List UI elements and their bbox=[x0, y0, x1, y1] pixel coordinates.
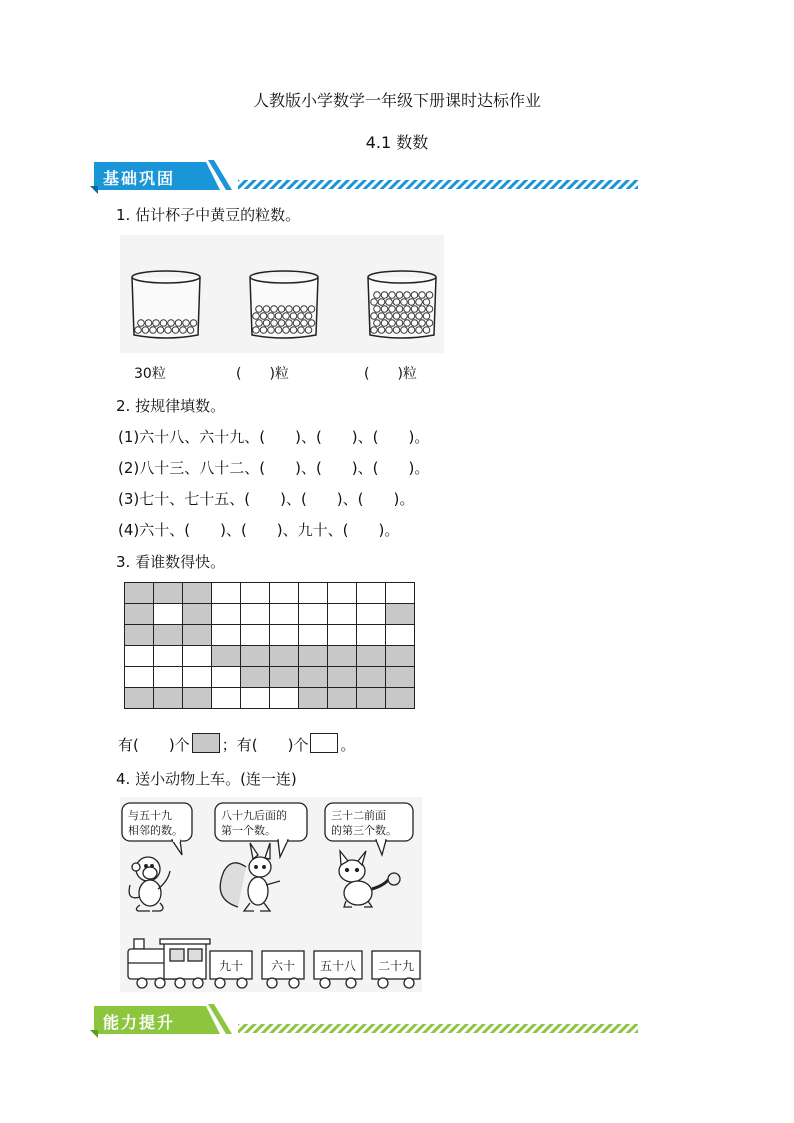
grid-cell-shaded bbox=[183, 625, 212, 646]
car-label-1: 九十 bbox=[218, 959, 243, 973]
bean-cup-3 bbox=[368, 271, 436, 338]
grid-cell-white bbox=[212, 688, 241, 709]
squirrel-icon bbox=[220, 843, 280, 911]
grid-cell-shaded bbox=[125, 604, 154, 625]
grid-cell-shaded bbox=[328, 688, 357, 709]
grid-cell-white bbox=[212, 667, 241, 688]
grid-cell-shaded bbox=[386, 667, 415, 688]
counting-grid bbox=[124, 582, 415, 709]
grid-cell-white bbox=[241, 604, 270, 625]
grid-cell-shaded bbox=[299, 667, 328, 688]
grid-cell-white bbox=[357, 583, 386, 604]
grid-cell-shaded bbox=[212, 646, 241, 667]
grid-cell-shaded bbox=[270, 646, 299, 667]
grid-cell-shaded bbox=[154, 625, 183, 646]
grid-cell-shaded bbox=[299, 688, 328, 709]
train-locomotive bbox=[128, 939, 210, 988]
grid-cell-white bbox=[270, 688, 299, 709]
grid-cell-shaded bbox=[183, 688, 212, 709]
bubble-3-line-1: 三十二前面 bbox=[331, 809, 386, 822]
cups-image bbox=[120, 235, 444, 353]
grid-row bbox=[125, 688, 415, 709]
grid-cell-white bbox=[270, 625, 299, 646]
cup-label-1: 30粒 bbox=[134, 366, 166, 382]
car-label-4: 二十九 bbox=[377, 959, 414, 973]
grid-cell-white bbox=[212, 625, 241, 646]
grid-cell-shaded bbox=[270, 667, 299, 688]
grid-cell-shaded bbox=[357, 688, 386, 709]
grid-row bbox=[125, 583, 415, 604]
grid-cell-white bbox=[328, 583, 357, 604]
bubble-1-text bbox=[128, 808, 183, 838]
grid-cell-white bbox=[299, 583, 328, 604]
grid-row bbox=[125, 667, 415, 688]
white-square-sample bbox=[310, 733, 338, 753]
grid-cell-white bbox=[299, 604, 328, 625]
bean-cup-1 bbox=[132, 271, 200, 338]
grid-cell-white bbox=[154, 667, 183, 688]
bubble-3-text bbox=[331, 808, 397, 838]
bean-cup-2 bbox=[250, 271, 318, 338]
answer-end: 。 bbox=[340, 736, 356, 754]
grid-cell-white bbox=[154, 646, 183, 667]
sequence-item-1: (1)六十八、六十九、( )、( )、( )。 bbox=[118, 428, 430, 446]
shaded-square-sample bbox=[192, 733, 220, 753]
grid-cell-white bbox=[270, 583, 299, 604]
animals-train-image bbox=[120, 797, 422, 992]
grid-cell-white bbox=[241, 688, 270, 709]
grid-cell-shaded bbox=[183, 604, 212, 625]
grid-cell-white bbox=[183, 667, 212, 688]
bubble-2-line-1: 八十九后面的 bbox=[221, 809, 287, 822]
page-title: 人教版小学数学一年级下册课时达标作业 bbox=[252, 91, 541, 110]
grid-row bbox=[125, 604, 415, 625]
grid-cell-white bbox=[328, 604, 357, 625]
grid-cell-shaded bbox=[386, 604, 415, 625]
grid-cell-white bbox=[357, 604, 386, 625]
grid-cell-white bbox=[212, 583, 241, 604]
grid-row bbox=[125, 646, 415, 667]
grid-cell-shaded bbox=[125, 688, 154, 709]
car-label-3: 五十八 bbox=[319, 959, 356, 973]
grid-cell-shaded bbox=[241, 646, 270, 667]
cups-illustration bbox=[120, 235, 444, 353]
grid-cell-white bbox=[299, 625, 328, 646]
car-label-2: 六十 bbox=[270, 959, 295, 973]
grid-cell-white bbox=[154, 604, 183, 625]
bubble-2-text bbox=[221, 808, 287, 838]
grid-cell-shaded bbox=[154, 583, 183, 604]
question-4-prompt: 4. 送小动物上车。(连一连) bbox=[116, 770, 297, 788]
section-title-ability: 能力提升 bbox=[103, 1013, 176, 1032]
grid-cell-white bbox=[386, 583, 415, 604]
grid-cell-shaded bbox=[386, 646, 415, 667]
section-title-basic: 基础巩固 bbox=[103, 169, 176, 188]
question-2-prompt: 2. 按规律填数。 bbox=[116, 397, 226, 415]
sequence-item-2: (2)八十三、八十二、( )、( )、( )。 bbox=[118, 459, 430, 477]
grid-cell-white bbox=[212, 604, 241, 625]
question-3-prompt: 3. 看谁数得快。 bbox=[116, 553, 226, 571]
grid-cell-white bbox=[270, 604, 299, 625]
grid-cell-shaded bbox=[357, 646, 386, 667]
bubble-1-line-2: 相邻的数。 bbox=[128, 824, 183, 837]
grid-cell-white bbox=[125, 667, 154, 688]
grid-cell-shaded bbox=[183, 583, 212, 604]
sequence-item-4: (4)六十、( )、( )、九十、( )。 bbox=[118, 521, 400, 539]
grid-cell-white bbox=[386, 625, 415, 646]
grid-cell-white bbox=[241, 625, 270, 646]
bubble-1-line-1: 与五十九 bbox=[128, 809, 172, 822]
grid-cell-shaded bbox=[125, 625, 154, 646]
answer-shaded-text: 有( )个 bbox=[118, 736, 190, 754]
grid-cell-shaded bbox=[357, 667, 386, 688]
bubble-3-line-2: 的第三个数。 bbox=[331, 824, 397, 837]
answer-separator: ； bbox=[221, 736, 237, 754]
grid-cell-shaded bbox=[241, 667, 270, 688]
cat-icon bbox=[339, 851, 400, 907]
bubble-2-line-2: 第一个数。 bbox=[221, 824, 276, 837]
grid-row bbox=[125, 625, 415, 646]
grid-cell-shaded bbox=[299, 646, 328, 667]
question-3-answer bbox=[118, 733, 355, 755]
grid-cell-white bbox=[183, 646, 212, 667]
grid-cell-white bbox=[125, 646, 154, 667]
cup-label-2: ( )粒 bbox=[236, 366, 289, 382]
grid-cell-white bbox=[328, 625, 357, 646]
monkey-icon bbox=[129, 857, 170, 911]
page-subtitle: 4.1 数数 bbox=[365, 133, 429, 152]
question-1-prompt: 1. 估计杯子中黄豆的粒数。 bbox=[116, 206, 301, 224]
grid-cell-shaded bbox=[125, 583, 154, 604]
section-banner-ability bbox=[88, 1002, 648, 1038]
grid-cell-shaded bbox=[328, 646, 357, 667]
section-banner-basic bbox=[88, 158, 648, 194]
sequence-item-3: (3)七十、七十五、( )、( )、( )。 bbox=[118, 490, 415, 508]
grid-cell-shaded bbox=[328, 667, 357, 688]
grid-cell-shaded bbox=[154, 688, 183, 709]
cup-label-3: ( )粒 bbox=[364, 366, 417, 382]
grid-cell-shaded bbox=[386, 688, 415, 709]
grid-cell-white bbox=[241, 583, 270, 604]
grid-cell-white bbox=[357, 625, 386, 646]
answer-white-text: 有( )个 bbox=[236, 736, 309, 754]
